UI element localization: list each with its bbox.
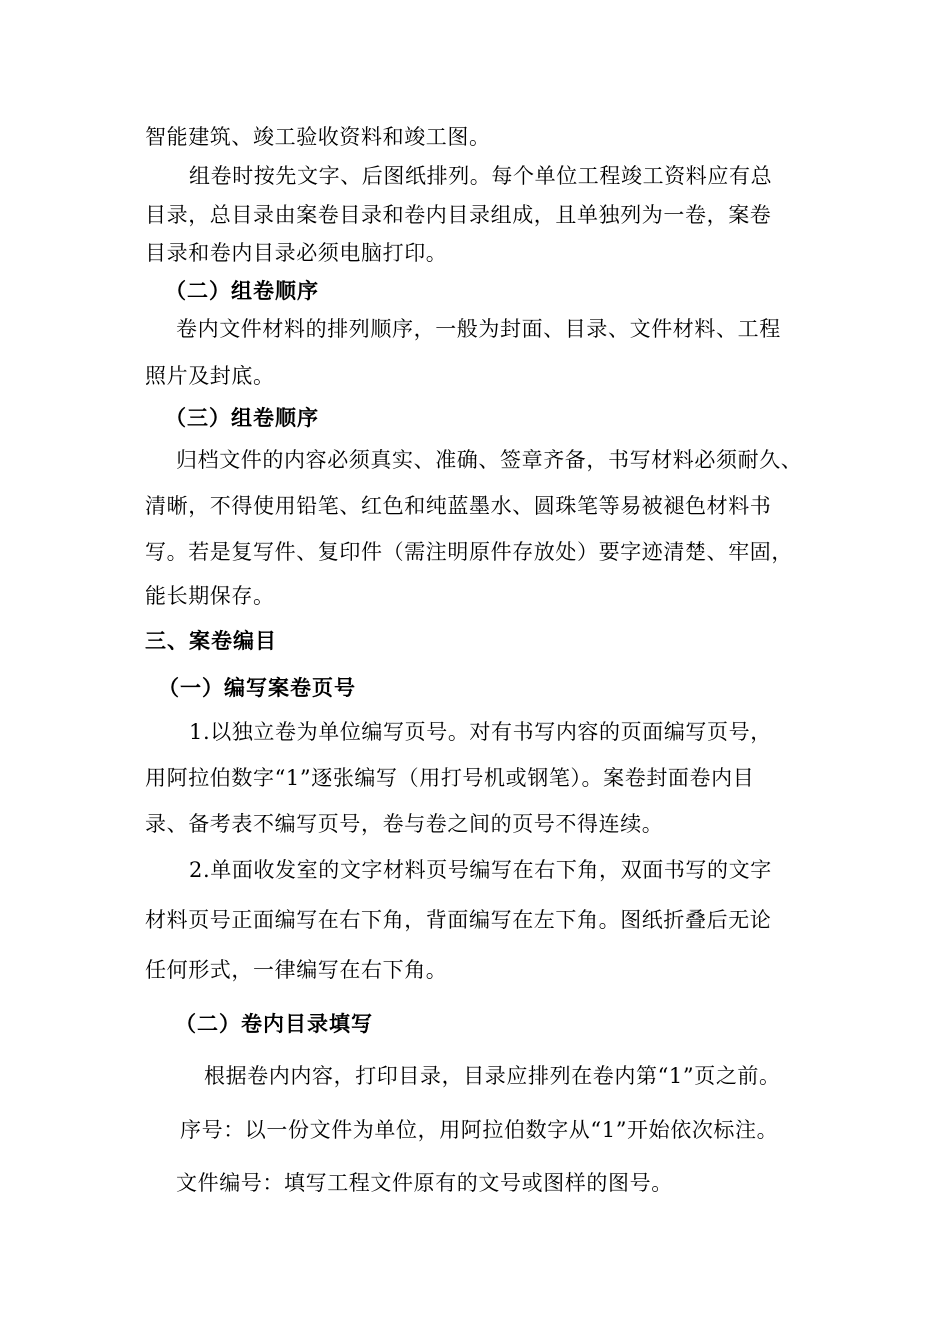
body-line-12: 能长期保存。: [145, 584, 275, 608]
body-line-18: 2.单面收发室的文字材料页号编写在右下角，双面书写的文字: [189, 858, 772, 882]
subsection-heading: （一）编写案卷页号: [158, 676, 356, 700]
body-line-23: 序号：以一份文件为单位，用阿拉伯数字从“1”开始依次标注。: [180, 1118, 779, 1142]
body-line-9: 归档文件的内容必须真实、准确、签章齐备，书写材料必须耐久、: [176, 448, 803, 472]
body-line-7: 照片及封底。: [145, 364, 275, 388]
body-line-11: 写。若是复写件、复印件（需注明原件存放处）要字迹清楚、牢固，: [145, 540, 793, 564]
body-line-10: 清晰，不得使用铅笔、红色和纯蓝墨水、圆珠笔等易被褪色材料书: [145, 494, 772, 518]
body-line-6: 卷内文件材料的排列顺序，一般为封面、目录、文件材料、工程: [176, 317, 781, 341]
body-line-1: 智能建筑、竣工验收资料和竣工图。: [145, 125, 491, 149]
section-heading: 三、案卷编目: [145, 629, 277, 653]
body-line-2: 组卷时按先文字、后图纸排列。每个单位工程竣工资料应有总: [189, 164, 773, 188]
body-line-4: 目录和卷内目录必须电脑打印。: [145, 241, 448, 265]
body-line-20: 任何形式，一律编写在右下角。: [145, 958, 448, 982]
subsection-heading: （三）组卷顺序: [165, 406, 319, 430]
body-line-15: 1.以独立卷为单位编写页号。对有书写内容的页面编写页号，: [189, 720, 772, 744]
body-line-3: 目录，总目录由案卷目录和卷内目录组成，且单独列为一卷，案卷: [145, 203, 772, 227]
body-line-22: 根据卷内内容，打印目录，目录应排列在卷内第“1”页之前。: [204, 1064, 781, 1088]
body-line-17: 录、备考表不编写页号，卷与卷之间的页号不得连续。: [145, 812, 664, 836]
subsection-heading: （二）组卷顺序: [165, 279, 319, 303]
body-line-24: 文件编号：填写工程文件原有的文号或图样的图号。: [176, 1171, 673, 1195]
subsection-heading: （二）卷内目录填写: [175, 1012, 373, 1036]
body-line-19: 材料页号正面编写在右下角，背面编写在左下角。图纸折叠后无论: [145, 908, 772, 932]
body-line-16: 用阿拉伯数字“1”逐张编写（用打号机或钢笔）。案卷封面卷内目: [145, 766, 755, 790]
